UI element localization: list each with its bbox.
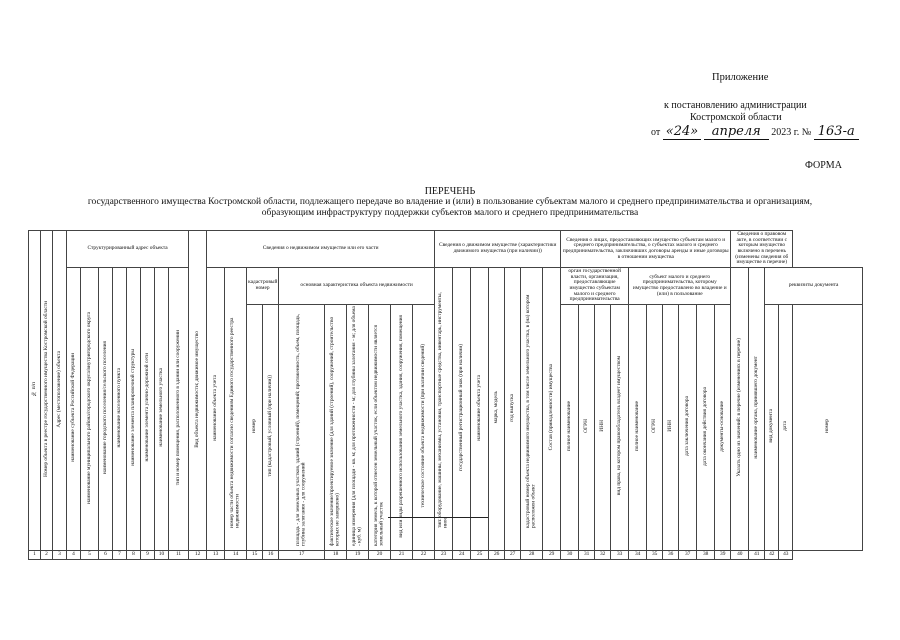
column-number-24: 24 [453, 550, 471, 559]
column-number-5: 5 [81, 550, 99, 559]
column-number-15: 15 [247, 550, 263, 559]
date-month: апреля [704, 124, 769, 140]
col-3: Адрес (местоположение) объекта [53, 231, 67, 551]
col-2: Номер объекта в реестре государственного имущества Костромской области [41, 231, 53, 551]
column-number-23: 23 [435, 550, 453, 559]
group-persons: Сведения о лицах, предоставляющих имущество субъектам малого и среднего предпринимательства, о субъектах малого и среднего предпринимательства, заключивших договоры аренды и иные договоры в отношении имущества [561, 231, 731, 268]
column-number-34: 34 [629, 550, 647, 559]
col-38: дата окончания действия договора [697, 305, 715, 551]
col-32: ИНН [595, 305, 611, 551]
appendix-line2: Костромской области [690, 112, 782, 123]
col-36: ИНН [663, 305, 679, 551]
appendix-line1: к постановлению администрации [664, 100, 807, 111]
col-37: дата заключения договора [679, 305, 697, 551]
group-sme: субъект малого и среднего предпринимательства, которому имущество предоставлено во владение и (или) в пользование [629, 268, 731, 305]
column-number-32: 32 [595, 550, 611, 559]
col-27: год выпуска [505, 268, 521, 551]
col-20: категория земель, к которой отнесен земельный участок, если объектом недвижимости является земельный участок [369, 305, 391, 551]
column-number-27: 27 [505, 550, 521, 559]
col-18: фактическое значение/проектируемое значение (для зданий (строений), сооружений, строительство которых не завершено) [325, 305, 347, 551]
col-30: полное наименование [561, 305, 579, 551]
col-34: полное наименование [629, 305, 647, 551]
col-14: номер части объекта недвижимости согласно сведениям Единого государственного реестра недвижимости [225, 268, 247, 551]
col-40: наименование органа, принявшего документ [749, 268, 765, 551]
form-label: ФОРМА [805, 160, 842, 171]
col-5: наименование муниципального района/городского округа/внутригородского округа [81, 268, 99, 551]
column-number-10: 10 [155, 550, 169, 559]
col-38b: документы-основание [715, 305, 731, 551]
column-number-39: 39 [715, 550, 731, 559]
column-number-35: 35 [647, 550, 663, 559]
col-24: государственный регистрационный знак (при наличии) [453, 268, 471, 551]
column-number-1: 1 [29, 550, 41, 559]
closing-line [388, 517, 488, 518]
column-number-22: 22 [413, 550, 435, 559]
column-number-21: 21 [391, 550, 413, 559]
column-number-36: 36 [663, 550, 679, 559]
column-number-14: 14 [225, 550, 247, 559]
col-7: наименование населенного пункта [113, 268, 127, 551]
col-9: наименование элемента улично-дорожной сети [141, 268, 155, 551]
column-number-4: 4 [67, 550, 81, 559]
col-8: наименование элемента планировочной структуры [127, 268, 141, 551]
col-1: № п/п [29, 231, 41, 551]
col-35: ОГРН [647, 305, 663, 551]
column-number-12: 12 [189, 550, 207, 559]
column-number-30: 30 [561, 550, 579, 559]
column-number-17: 17 [279, 550, 325, 559]
col-4: наименование субъекта Российской Федерации [67, 268, 81, 551]
list-subtitle-1: государственного имущества Костромской области, подлежащего передаче во владение и (или) в пользование субъектам малого и среднего предпринимательства и организациям, [87, 197, 813, 207]
date-number: 163-а [814, 124, 859, 140]
column-number-16: 16 [263, 550, 279, 559]
column-number-42: 42 [765, 550, 779, 559]
group-movable: Сведения о движимом имуществе (характеристики движимого имущества (при наличии)) [435, 231, 561, 268]
group-requisites: реквизиты документа [765, 268, 863, 305]
col-39: Указать одно из значений: в перечне (изменениях в перечне) [731, 268, 749, 551]
appendix-title: Приложение [712, 72, 769, 83]
column-number-28: 28 [521, 550, 543, 559]
column-number-41: 41 [749, 550, 765, 559]
column-number-38: 38 [697, 550, 715, 559]
group-legal: Сведения о правовом акте, в соответствии с которым имущество включено в перечень (изменены сведения об имуществе в перечне) [731, 231, 793, 268]
col-16: тип (кадастровый, условный (при наличии)) [263, 305, 279, 551]
list-title: ПЕРЕЧЕНЬ [424, 186, 476, 197]
col-23: тип: оборудование, машины, механизмы, установки, транспортные средства, инвентарь, инструменты, иное [435, 268, 453, 551]
column-number-19: 19 [347, 550, 369, 559]
column-number-3: 3 [53, 550, 67, 559]
column-number-row [29, 550, 863, 559]
appendix-date-line [651, 124, 859, 139]
col-33: вид права, на котором правообладатель владеет имуществом [611, 305, 629, 551]
col-43: номер [793, 305, 863, 551]
column-number-9: 9 [141, 550, 155, 559]
col-13: наименование объекта учета [207, 268, 225, 551]
column-number-29: 29 [543, 550, 561, 559]
col-41: вид документа [765, 305, 779, 551]
col-29: Состав (принадлежности) имущества [543, 268, 561, 551]
col-12: Вид объекта недвижимости; движимое имущество [189, 231, 207, 551]
col-19: единица измерения (для площади - кв. м; для протяженности - м; для глубины залегания - м; для объема - куб. м) [347, 305, 369, 551]
date-year: 2023 г. № [771, 127, 812, 138]
group-address: Структурированный адрес объекта [67, 231, 189, 268]
column-number-7: 7 [113, 550, 127, 559]
column-number-6: 6 [99, 550, 113, 559]
column-number-20: 20 [369, 550, 391, 559]
group-realty: Сведения о недвижимом имуществе или его части [207, 231, 435, 268]
col-28: кадастровый номер объекта недвижимого имущества, в том числе земельного участка, в (на) котором расположен объект [521, 268, 543, 551]
col-10: наименование земельного участка [155, 268, 169, 551]
column-number-37: 37 [679, 550, 697, 559]
col-15: номер [247, 305, 263, 551]
column-number-13: 13 [207, 550, 225, 559]
col-6: наименование городского поселения/сельского поселения [99, 268, 113, 551]
group-cadastral: кадастровый номер [247, 268, 279, 305]
column-number-25: 25 [471, 550, 489, 559]
column-number-18: 18 [325, 550, 347, 559]
column-number-31: 31 [579, 550, 595, 559]
col-11: тип и номер помещения, расположенного в здании или сооружении [169, 268, 189, 551]
col-17: площадь - для земельных участков, зданий (строений), помещений; протяженность, объем, площадь, глубина залегания - для сооружений [279, 305, 325, 551]
group-authority: орган государственной власти, организация, предоставляющие имущество субъектам малого и среднего предпринимательства [561, 268, 629, 305]
col-31: ОГРН [579, 305, 595, 551]
list-subtitle-2: образующим инфраструктуру поддержки субъектов малого и среднего предпринимательства [261, 208, 639, 218]
property-list-table [28, 230, 863, 560]
date-day: «24» [663, 124, 701, 140]
col-42: дата [779, 305, 793, 551]
column-number-40: 40 [731, 550, 749, 559]
col-25: наименование объекта учета [471, 268, 489, 551]
date-prefix: от [651, 127, 661, 138]
column-number-11: 11 [169, 550, 189, 559]
column-number-33: 33 [611, 550, 629, 559]
column-number-2: 2 [41, 550, 53, 559]
column-number-8: 8 [127, 550, 141, 559]
col-21: вид или виды разрешенного использования земельного участка, здания, сооружения, помещения [391, 305, 413, 551]
column-number-26: 26 [489, 550, 505, 559]
col-22: техническое состояние объекта недвижимости (при наличии сведений) [413, 305, 435, 551]
column-number-43: 43 [779, 550, 793, 559]
group-main-char: основная характеристика объекта недвижимости [279, 268, 435, 305]
col-26: марка, модель [489, 268, 505, 551]
